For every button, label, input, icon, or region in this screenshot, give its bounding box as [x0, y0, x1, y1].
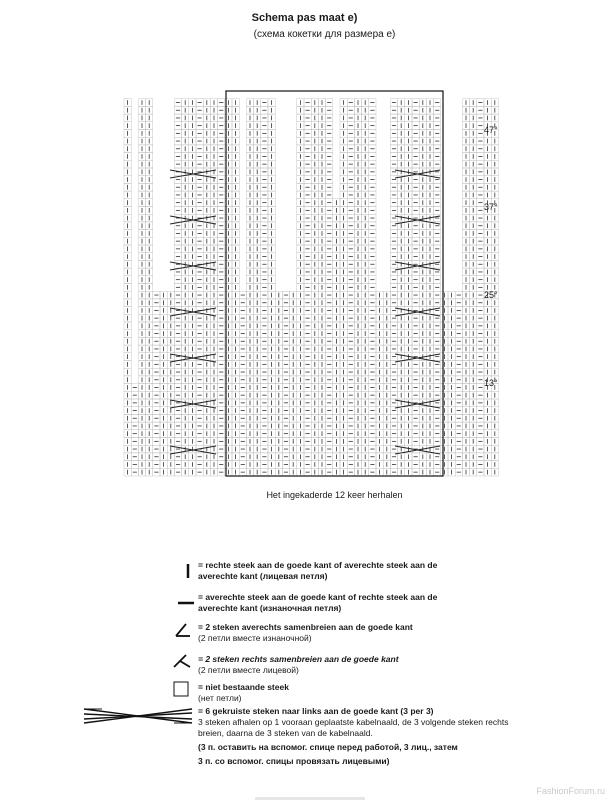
knit-stitch-icon — [168, 562, 198, 580]
chart-subtitle: (схема кокетки для размера е) — [253, 29, 396, 40]
legend-item-knit: = rechte steek aan de goede kant of averechte steek aan de averechte kant (лицевая петля) — [198, 560, 438, 581]
legend-item-purl-two-together: = 2 steken averechts samenbreien aan de goede kant (2 петли вместе изнаночной) — [198, 622, 413, 643]
row-marker-13: 13° — [484, 378, 498, 388]
purl-stitch-icon — [168, 594, 198, 612]
row-marker-47: 47° — [484, 125, 498, 135]
legend-item-cable-cross: = 6 gekruiste steken naar links aan de goede kant (3 per 3) 3 steken afhalen op 1 vooraan geplaatste kabelnaald, de 3 volgende steken rechts breien, daarna de 3 steken van de kabelnaald. (3 п. оставить на вспомог. спице перед работой, 3 лиц., затем 3 п. со вспомог. спицы провязать лицевыми) — [198, 706, 509, 766]
chart-title: Schema pas maat e) — [251, 12, 358, 24]
row-marker-37: 37° — [484, 202, 498, 212]
chart-grid — [124, 99, 498, 476]
legend-item-purl: = averechte steek aan de goede kant of rechte steek aan de averechte kant (изнаночная петля) — [198, 592, 438, 613]
knit-two-together-icon — [168, 651, 198, 671]
cable-cross-icon — [82, 705, 194, 727]
row-marker-25: 25° — [484, 290, 498, 300]
legend-item-knit-two-together: = 2 steken rechts samenbreien aan de goede kant (2 петли вместе лицевой) — [198, 654, 399, 675]
purl-two-together-icon — [168, 620, 198, 640]
no-stitch-icon — [168, 680, 198, 698]
repeat-caption: Het ingekaderde 12 keer herhalen — [266, 490, 403, 500]
watermark: FashionForum.ru — [536, 786, 605, 796]
legend-item-no-stitch: = niet bestaande steek (нет петли) — [198, 682, 289, 703]
